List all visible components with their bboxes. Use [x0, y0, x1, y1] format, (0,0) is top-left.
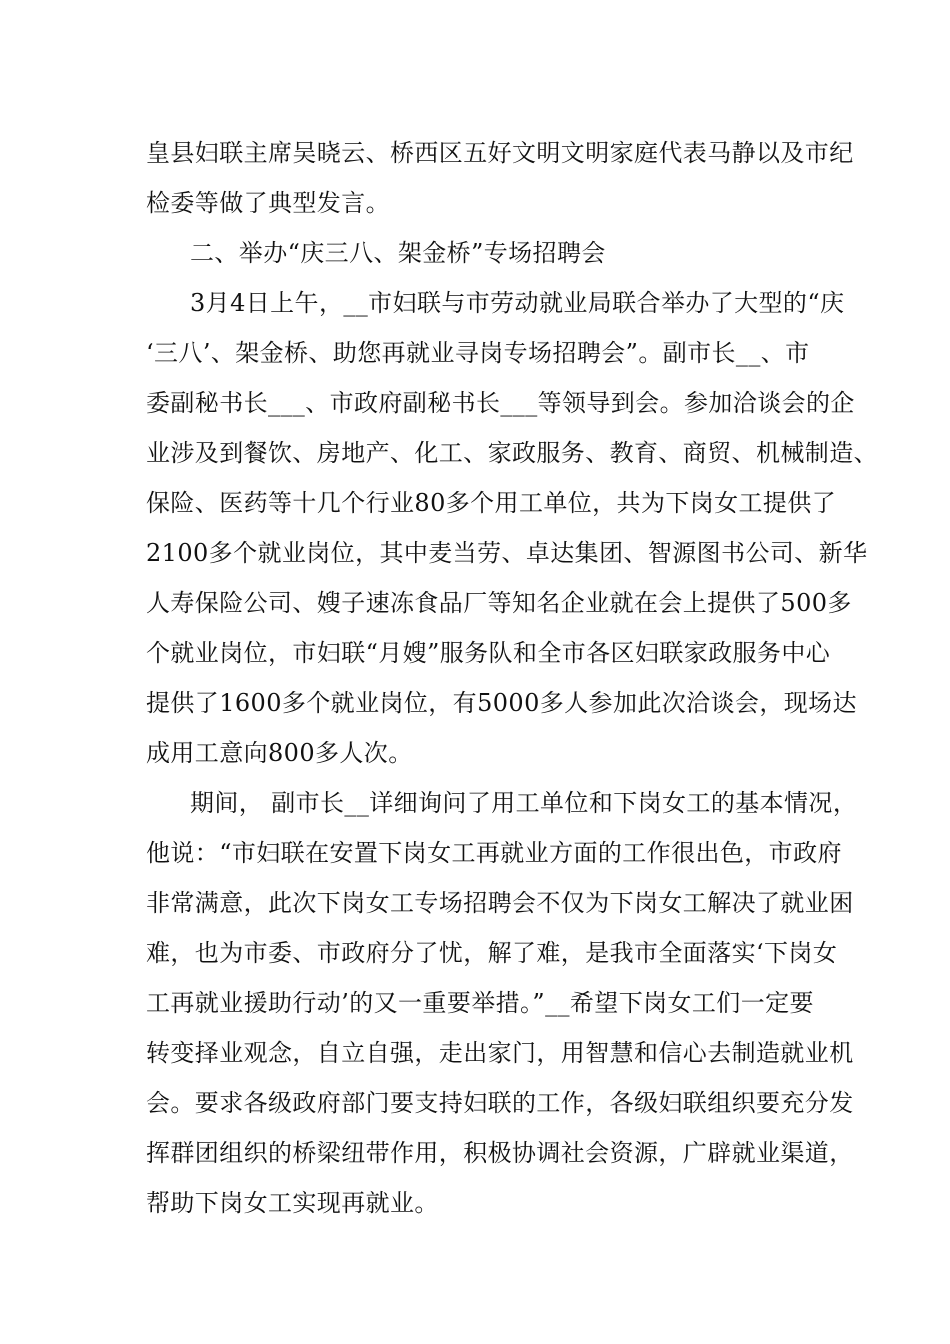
text-line: 提供了1600多个就业岗位，有5000多人参加此次洽谈会，现场达 [146, 689, 857, 717]
text-line: 3月4日上午，__市妇联与市劳动就业局联合举办了大型的“庆 [190, 289, 845, 317]
text-line: 业涉及到餐饮、房地产、化工、家政服务、教育、商贸、机械制造、 [146, 439, 878, 467]
text-line: 难，也为市委、市政府分了忧，解了难，是我市全面落实‘下岗女 [146, 939, 838, 967]
text-line: 委副秘书长___、市政府副秘书长___等领导到会。参加洽谈会的企 [146, 389, 855, 417]
text-line: 工再就业援助行动’的又一重要举措。”__希望下岗女工们一定要 [146, 989, 814, 1017]
text-line: 非常满意，此次下岗女工专场招聘会不仅为下岗女工解决了就业困 [146, 889, 854, 917]
text-line: ‘三八’、架金桥、助您再就业寻岗专场招聘会”。副市长__、市 [146, 339, 810, 367]
text-line: 成用工意向800多人次。 [146, 739, 413, 767]
text-line: 帮助下岗女工实现再就业。 [146, 1189, 439, 1217]
text-line: 期间， 副市长__详细询问了用工单位和下岗女工的基本情况， [190, 789, 858, 817]
text-line: 挥群团组织的桥梁纽带作用，积极协调社会资源，广辟就业渠道， [146, 1139, 854, 1167]
text-line: 会。要求各级政府部门要支持妇联的工作，各级妇联组织要充分发 [146, 1089, 854, 1117]
text-line: 皇县妇联主席吴晓云、桥西区五好文明文明家庭代表马静以及市纪 [146, 139, 854, 167]
text-line: 他说：“市妇联在安置下岗女工再就业方面的工作很出色，市政府 [146, 839, 842, 867]
text-line: 个就业岗位，市妇联“月嫂”服务队和全市各区妇联家政服务中心 [146, 639, 831, 667]
text-line: 人寿保险公司、嫂子速冻食品厂等知名企业就在会上提供了500多 [146, 589, 852, 617]
text-line: 转变择业观念，自立自强，走出家门，用智慧和信心去制造就业机 [146, 1039, 854, 1067]
text-line: 2100多个就业岗位，其中麦当劳、卓达集团、智源图书公司、新华 [146, 539, 868, 567]
section-heading: 二、举办“庆三八、架金桥”专场招聘会 [190, 239, 606, 267]
text-line: 检委等做了典型发言。 [146, 189, 390, 217]
text-line: 保险、医药等十几个行业80多个用工单位，共为下岗女工提供了 [146, 489, 837, 517]
